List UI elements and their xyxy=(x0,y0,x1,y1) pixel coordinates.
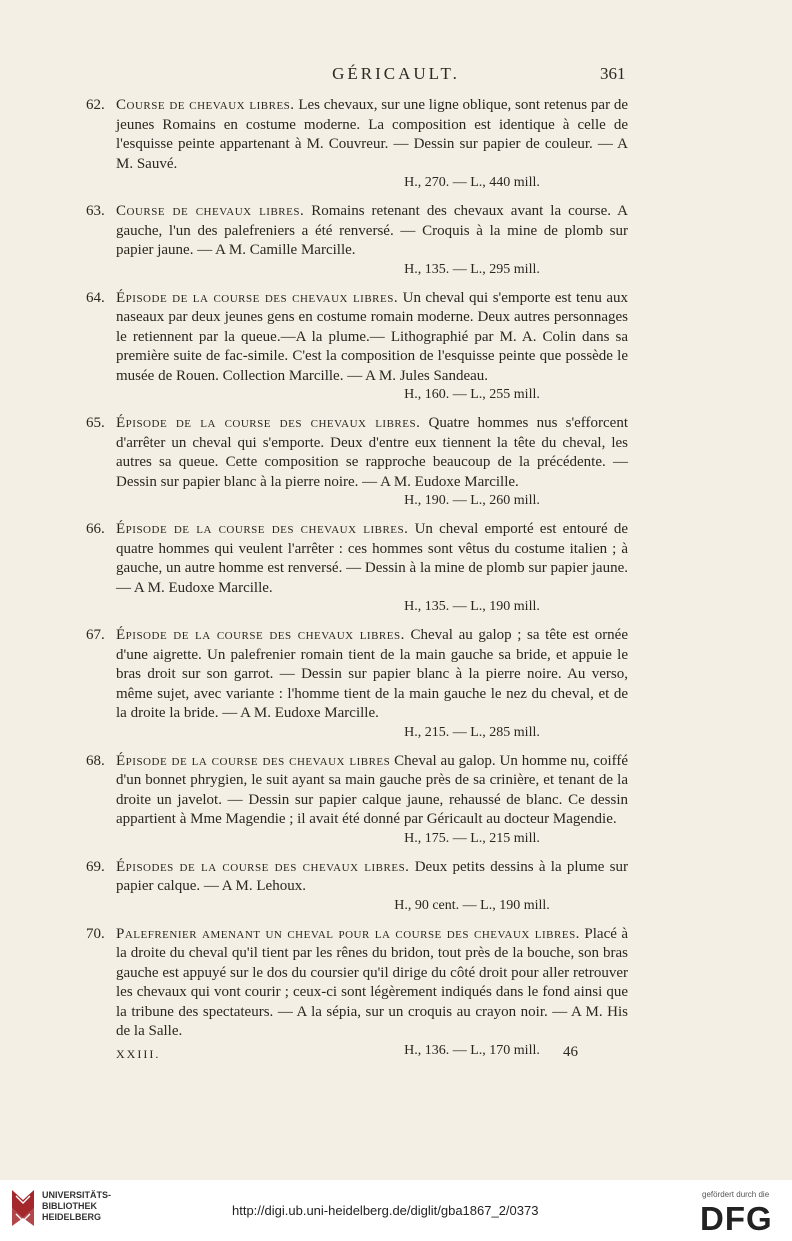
viewer-footer-bar xyxy=(0,1180,792,1241)
running-title: GÉRICAULT. xyxy=(332,64,460,83)
entry-description: Quatre hommes nus s'efforcent d'arrêter un cheval qui s'emporte. Deux d'entre eux tiennent la tête du cheval, les autres sa queue. Cette composition se rapproche beaucoup de la précédente. — Dessin sur papier blanc à la pierre noire. — A M. Eudoxe Marcille. xyxy=(116,415,629,490)
entry-number: 64. xyxy=(86,289,105,306)
entry-dimensions: H., 215. — L., 285 mill. xyxy=(404,724,540,740)
entry-description: Cheval au galop. Un homme nu, coiffé d'un bonnet phrygien, le suit ayant sa main gauche près de sa crinière, et tenant de la droite un javelot. — Dessin sur papier calque jaune, rehaussé de blanc. Ce dessin appartient à Mme Magendie ; il avait été donné par Géricault au docteur Magendie. xyxy=(116,752,628,827)
dfg-logo: DFG xyxy=(700,1200,773,1237)
entry-dimensions: H., 90 cent. — L., 190 mill. xyxy=(394,897,550,913)
library-name-line: BIBLIOTHEK xyxy=(42,1201,97,1211)
entry-number: 63. xyxy=(86,203,105,219)
page-number: 361 xyxy=(600,64,626,83)
entry-dimensions: H., 135. — L., 190 mill. xyxy=(404,599,540,614)
entry-description: Cheval au galop ; sa tête est ornée d'une aigrette. Un palefrenier romain tient de la main gauche sa bride, et appuie le bras droit sur son garrot. — Dessin sur papier blanc à la pierre noire. Au verso, même sujet, avec variante : l'homme tient de la main gauche le nez du cheval, et de la droite la bride. — A M. Eudoxe Marcille. xyxy=(116,627,628,721)
catalogue-entry xyxy=(86,96,628,192)
entry-description: Deux petits dessins à la plume sur papier calque. — A M. Lehoux. xyxy=(116,858,628,894)
university-seal-icon xyxy=(10,1188,36,1228)
entry-dimensions: H., 160. — L., 255 mill. xyxy=(404,387,540,402)
entry-description: Un cheval qui s'emporte est tenu aux naseaux par deux jeunes gens en costume romain moderne. Deux autres personnages le retiennent par la queue.—A la plume.— Lithographié par M. A. Colin dans sa première suite de fac-simile. C'est la composition de l'esquisse peinte que possède le musée de Rouen. Collection Marcille. — A M. Jules Sandeau. xyxy=(116,289,629,384)
signature-mark: XXIII. xyxy=(116,1047,161,1061)
entry-title: Course de chevaux libres. xyxy=(116,97,295,113)
catalogue-entry xyxy=(86,520,628,616)
entry-title: Épisode de la course des chevaux libres xyxy=(116,752,391,769)
entry-title: Course de chevaux libres. xyxy=(116,203,305,219)
source-url-link[interactable]: http://digi.ub.uni-heidelberg.de/diglit/gba1867_2/0373 xyxy=(232,1203,539,1218)
entry-dimensions: H., 135. — L., 295 mill. xyxy=(404,261,540,277)
catalogue-entry xyxy=(86,925,628,1060)
entry-title: Épisodes de la course des chevaux libres. xyxy=(116,858,410,875)
entry-number: 66. xyxy=(86,521,105,537)
entry-number: 62. xyxy=(86,97,105,113)
catalogue-entry xyxy=(86,202,628,279)
entry-dimensions: H., 136. — L., 170 mill. xyxy=(404,1042,540,1058)
catalogue-entry xyxy=(86,289,628,405)
library-name xyxy=(42,1190,111,1223)
entry-dimensions: H., 190. — L., 260 mill. xyxy=(404,493,540,508)
catalogue-entry xyxy=(86,752,628,848)
entry-number: 68. xyxy=(86,752,105,769)
catalogue-entry xyxy=(86,858,628,915)
entry-title: Palefrenier amenant un cheval pour la course des chevaux libres. xyxy=(116,925,580,942)
library-name-line: HEIDELBERG xyxy=(42,1212,102,1222)
entry-dimensions: H., 270. — L., 440 mill. xyxy=(404,175,540,190)
entry-dimensions: H., 175. — L., 215 mill. xyxy=(404,830,540,846)
library-name-line: UNIVERSITÄTS- xyxy=(42,1190,112,1200)
entry-number: 67. xyxy=(86,627,105,643)
entry-title: Épisode de la course des chevaux libres. xyxy=(116,627,405,643)
entry-description: Les chevaux, sur une ligne oblique, sont retenus par de jeunes Romains en costume moderne. La composition est identique à celle de l'esquisse peinte appartenant à M. Couvreur. — Dessin sur papier de couleur. — A M. Sauvé. xyxy=(116,97,628,172)
catalogue-entry xyxy=(86,626,628,742)
catalogue-entries xyxy=(86,96,628,1070)
funding-credit: gefördert durch die xyxy=(702,1190,770,1199)
sheet-number: 46 xyxy=(563,1044,578,1060)
entry-description: Un cheval emporté est entouré de quatre hommes qui veulent l'arrêter : ces hommes sont vêtus du costume italien ; à gauche, un autre homme est renversé. — Dessin à la mine de plomb sur papier jaune. — A M. Eudoxe Marcille. xyxy=(116,521,628,596)
entry-title: Épisode de la course des chevaux libres. xyxy=(116,521,409,537)
entry-title: Épisode de la course des chevaux libres. xyxy=(116,415,421,431)
entry-description: Romains retenant des chevaux avant la course. A gauche, l'un des palefreniers a été renversé. — Croquis à la mine de plomb sur papier jaune. — A M. Camille Marcille. xyxy=(116,203,628,258)
entry-number: 69. xyxy=(86,858,105,875)
catalogue-entry xyxy=(86,414,628,510)
entry-number: 70. xyxy=(86,925,105,942)
entry-number: 65. xyxy=(86,415,105,431)
entry-title: Épisode de la course des chevaux libres. xyxy=(116,289,399,306)
entry-description: Placé à la droite du cheval qu'il tient par les rênes du bridon, tout près de la bouche, son bras gauche est appuyé sur le dos du coursier qu'il dirige du côté droit pour aller retrouver les chevaux qui vont courir ; ceux-ci sont légèrement indiqués dans le fond ainsi que la tribune des spectateurs. — A la sépia, sur un croquis au crayon noir. — A M. His de la Salle. xyxy=(116,925,629,1039)
